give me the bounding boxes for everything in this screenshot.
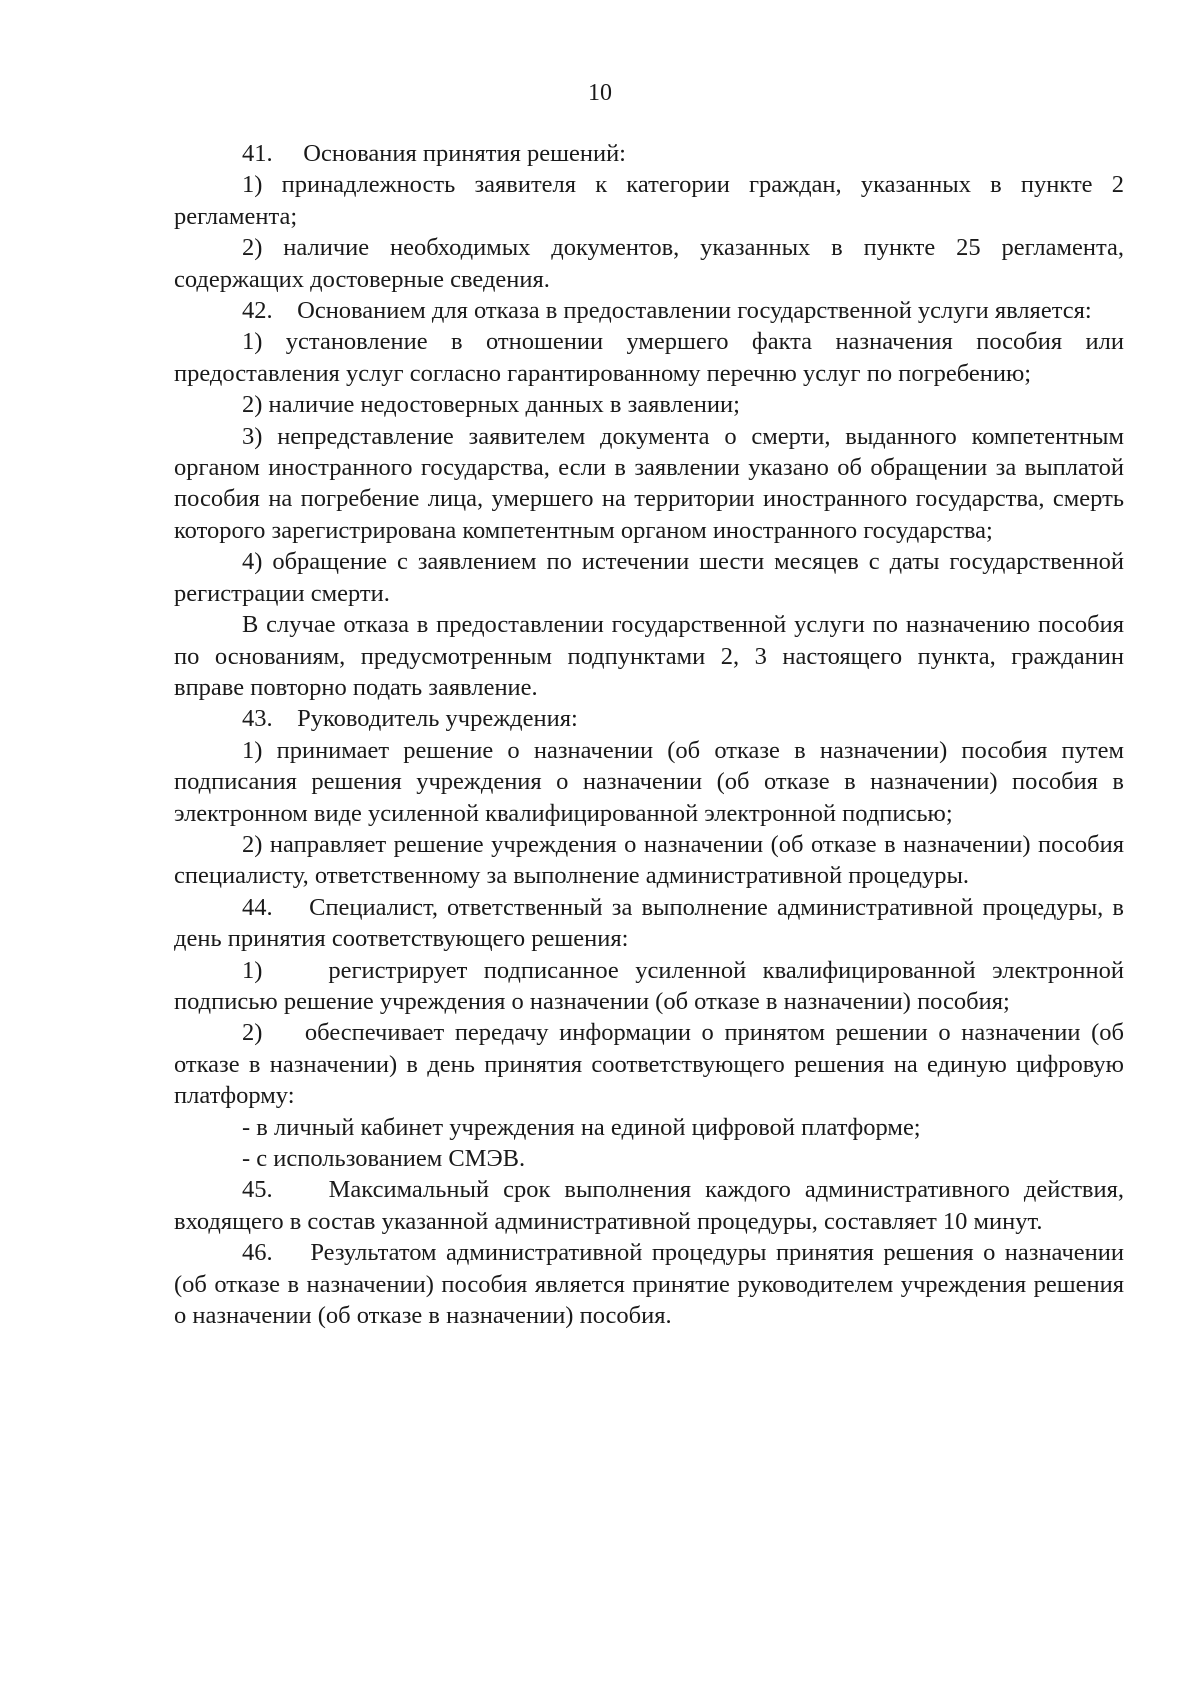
paragraph-44-heading: 44. Специалист, ответственный за выполнение административной процедуры, в день принятия соответствующего решения: (174, 893, 1124, 953)
paragraph-41-heading: 41. Основания принятия решений: (242, 140, 626, 167)
paragraph-44-bullet-2: - с использованием СМЭВ. (242, 1145, 526, 1172)
paragraph-46: 46. Результатом административной процедуры принятия решения о назначении (об отказе в назначении) пособия является принятие руководителем учреждения решения о назначении (об отказе в назначении) пособия. (174, 1239, 1124, 1330)
page-number: 10 (588, 80, 612, 106)
paragraph-42-item-1: 1) установление в отношении умершего факта назначения пособия или предоставления услуг согласно гарантированному перечню услуг по погребению; (174, 328, 1124, 387)
paragraph-42-heading: 42. Основанием для отказа в предоставлении государственной услуги является: (242, 297, 1092, 325)
paragraph-45: 45. Максимальный срок выполнения каждого административного действия, входящего в состав указанной административной процедуры, составляет 10 минут. (174, 1176, 1124, 1235)
paragraph-42-note: В случае отказа в предоставлении государственной услуги по назначению пособия по основаниям, предусмотренным подпунктами 2, 3 настоящего пункта, гражданин вправе повторно подать заявление. (174, 611, 1124, 701)
paragraph-44-item-1: 1) регистрирует подписанное усиленной квалифицированной электронной подписью решение учреждения о назначении (об отказе в назначении) пособия; (174, 956, 1124, 1015)
paragraph-44-bullet-1: - в личный кабинет учреждения на единой цифровой платформе; (242, 1113, 921, 1141)
paragraph-41-item-1: 1) принадлежность заявителя к категории граждан, указанных в пункте 2 регламента; (174, 171, 1124, 230)
paragraph-43-item-1: 1) принимает решение о назначении (об отказе в назначении) пособия путем подписания решения учреждения о назначении (об отказе в назначении) пособия в электронном виде усиленной квалифицированной электронной подписью; (174, 736, 1124, 827)
paragraph-44-item-2: 2) обеспечивает передачу информации о принятом решении о назначении (об отказе в назначении) в день принятия соответствующего решения на единую цифровую платформу: (174, 1019, 1124, 1110)
paragraph-42-item-4: 4) обращение с заявлением по истечении шести месяцев с даты государственной регистрации смерти. (174, 548, 1124, 607)
paragraph-42-item-2: 2) наличие недостоверных данных в заявлении; (242, 391, 740, 419)
paragraph-43-item-2: 2) направляет решение учреждения о назначении (об отказе в назначении) пособия специалисту, ответственному за выполнение административной процедуры. (174, 830, 1124, 890)
paragraph-41-item-2: 2) наличие необходимых документов, указанных в пункте 25 регламента, содержащих достоверные сведения. (174, 234, 1124, 293)
paragraph-43-heading: 43. Руководитель учреждения: (242, 705, 578, 733)
document-body (174, 138, 1124, 1331)
paragraph-42-item-3: 3) непредставление заявителем документа о смерти, выданного компетентным органом иностранного государства, если в заявлении указано об обращении за выплатой пособия на погребение лица, умершего на территории иностранного государства, смерть которого зарегистрирована компетентным органом иностранного государства; (174, 422, 1124, 544)
